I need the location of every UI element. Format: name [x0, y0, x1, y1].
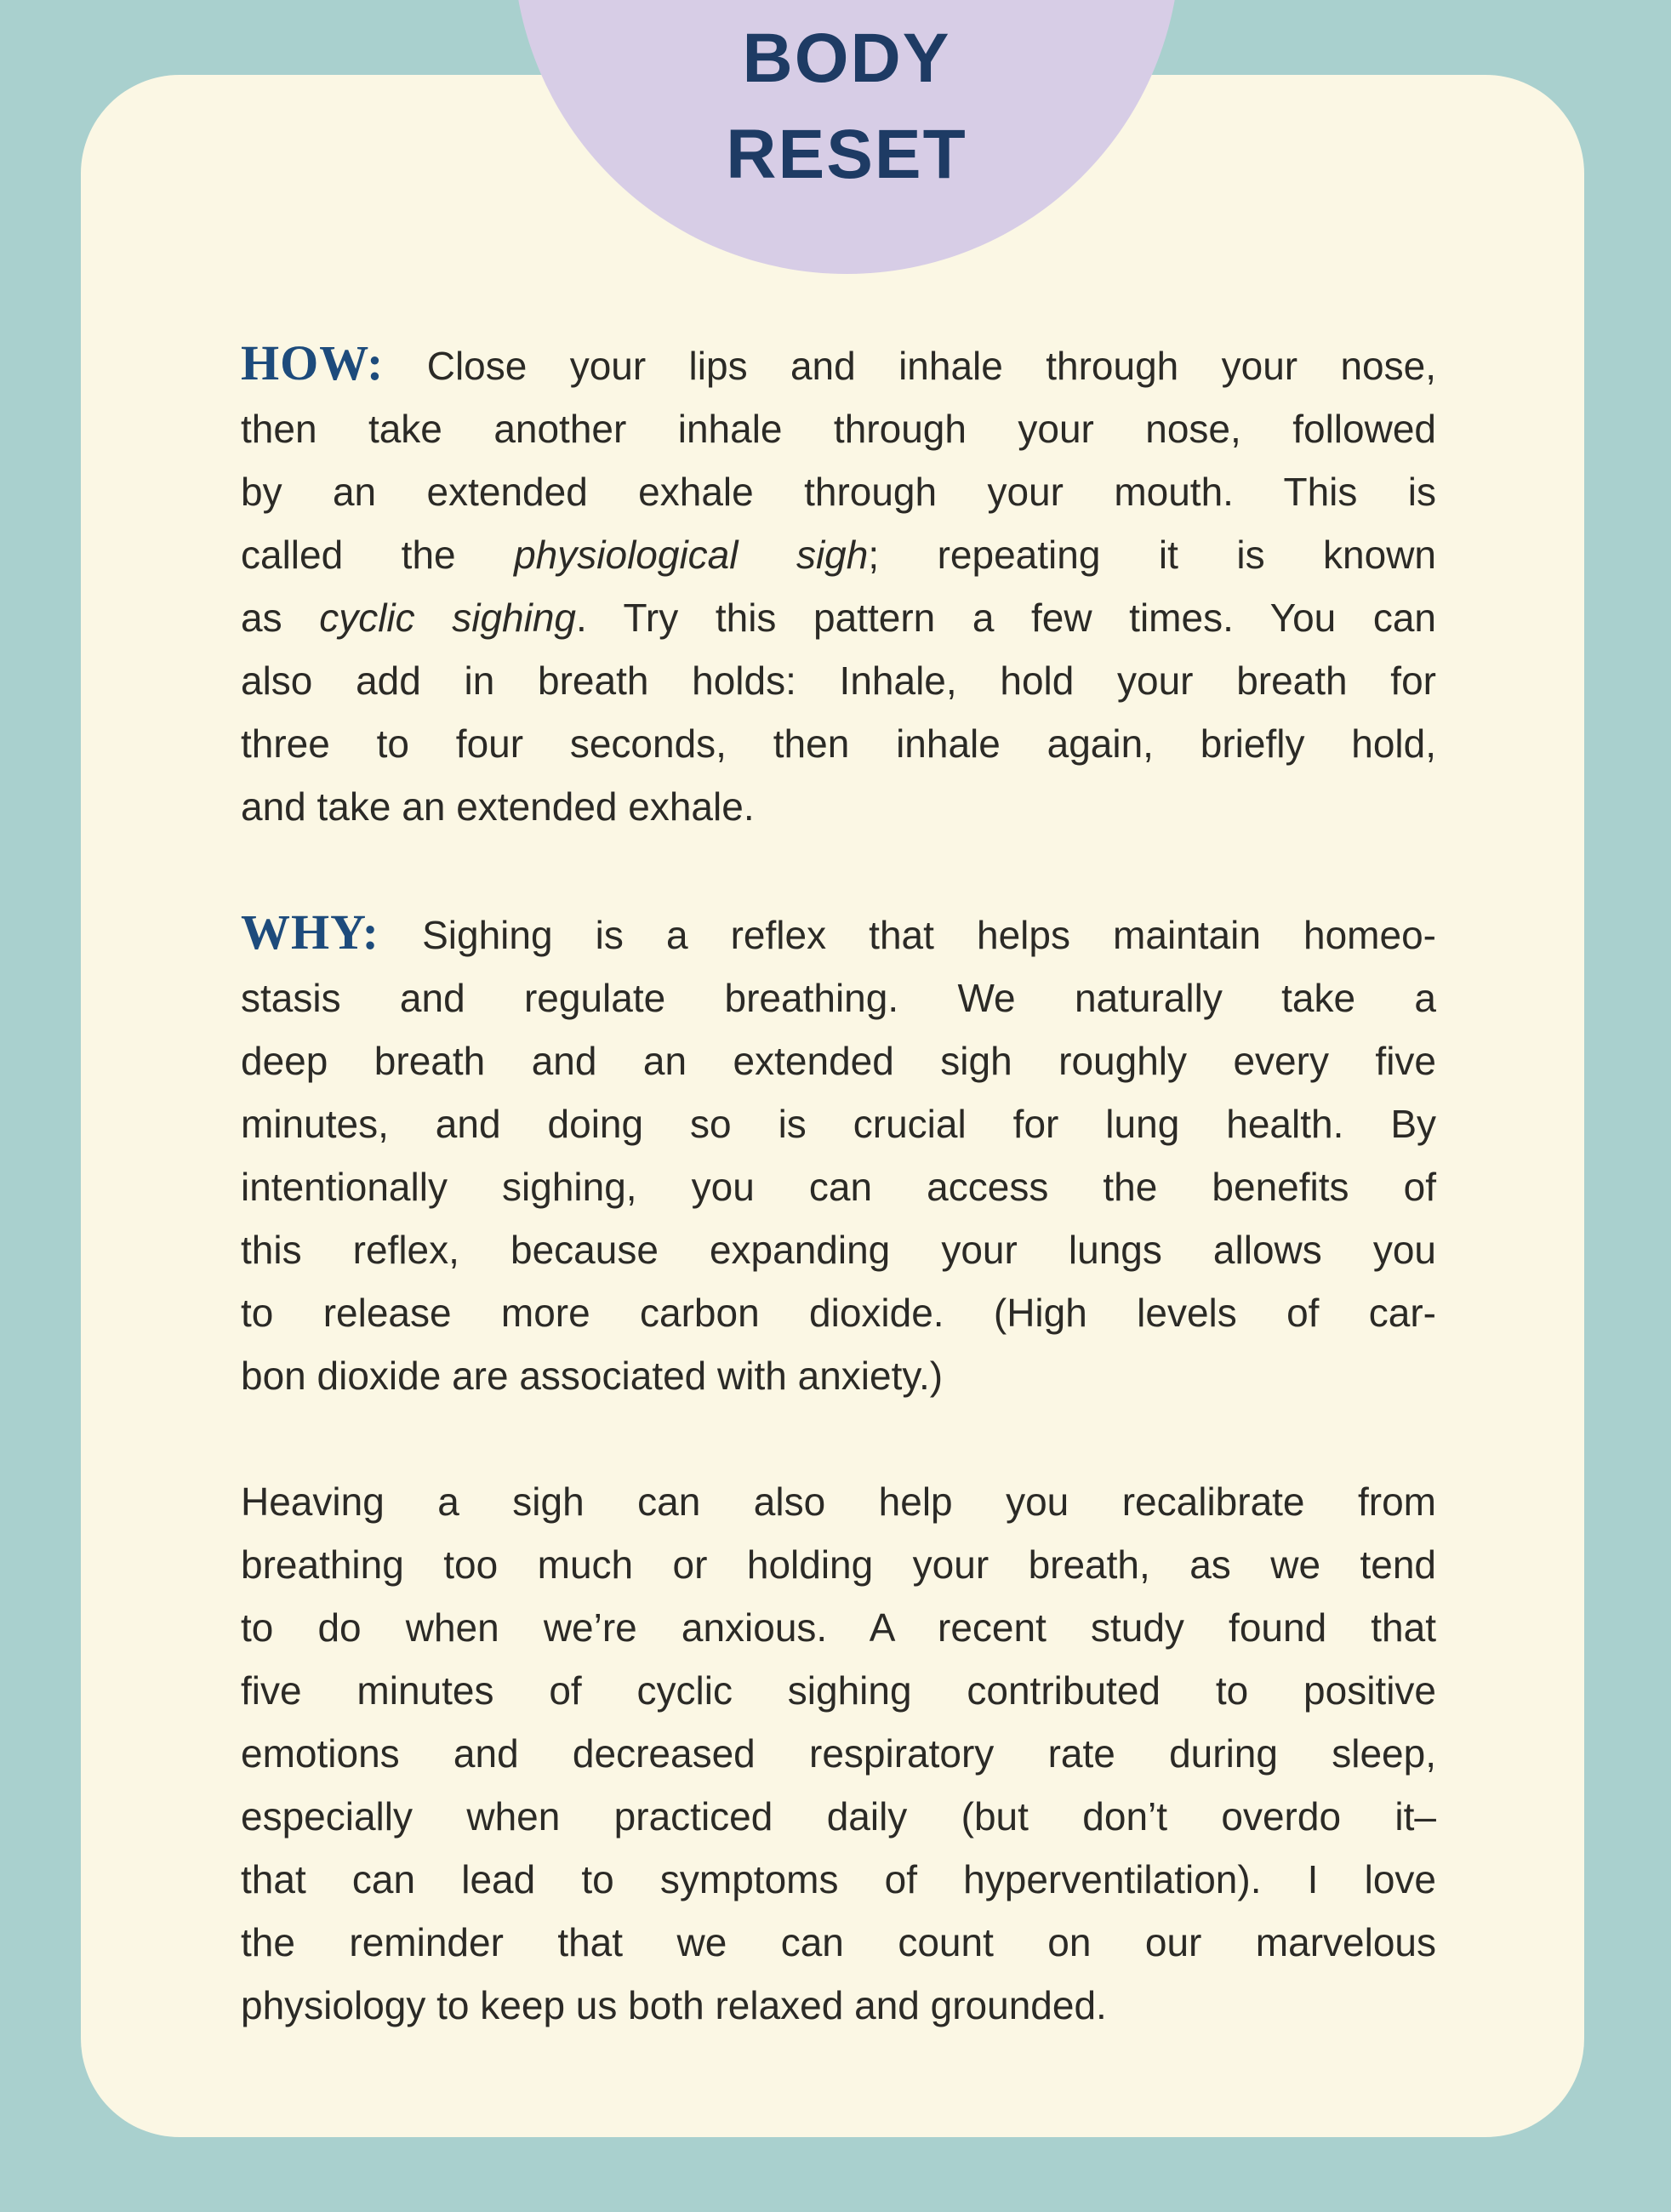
text-line — [241, 1785, 1436, 1848]
text-line — [241, 1596, 1436, 1659]
text-run: physiology to keep us both relaxed and grounded. — [241, 1983, 1107, 2027]
content-card — [81, 75, 1584, 2137]
text-line — [241, 775, 1436, 838]
text-line — [241, 1281, 1436, 1344]
text-line — [241, 901, 1436, 966]
text-run: breathing too much or holding your breath, as we tend — [241, 1542, 1436, 1587]
text-run: this reflex, because expanding your lungs allows you — [241, 1228, 1436, 1272]
page-title-line-1: BODY — [742, 20, 951, 97]
text-line — [241, 1911, 1436, 1974]
text-run: that can lead to symptoms of hyperventilation). I love — [241, 1857, 1436, 1901]
text-run: called the — [241, 533, 515, 577]
paragraph-how — [241, 332, 1436, 838]
text-run: intentionally sighing, you can access the benefits of — [241, 1165, 1436, 1209]
paragraph-label: HOW: — [241, 335, 385, 391]
text-run: three to four seconds, then inhale again, briefly hold, — [241, 721, 1436, 766]
text-run: bon dioxide are associated with anxiety.) — [241, 1354, 944, 1398]
text-run: five minutes of cyclic sighing contributed to positive — [241, 1668, 1436, 1713]
text-run: and take an extended exhale. — [241, 784, 755, 829]
text-run: the reminder that we can count on our marvelous — [241, 1920, 1436, 1964]
text-run: physiological sigh — [514, 533, 869, 577]
text-line — [241, 1974, 1436, 2037]
text-run: Close your lips and inhale through your nose, — [384, 344, 1436, 388]
text-run: stasis and regulate breathing. We naturally take a — [241, 976, 1436, 1020]
text-run: by an extended exhale through your mouth. This is — [241, 470, 1436, 514]
text-run: minutes, and doing so is crucial for lung health. By — [241, 1102, 1436, 1146]
paragraph-why — [241, 901, 1436, 1407]
text-line — [241, 1848, 1436, 1911]
text-run: as — [241, 596, 320, 640]
text-run: . Try this pattern a few times. You can — [576, 596, 1436, 640]
text-run: to do when we’re anxious. A recent study found that — [241, 1605, 1436, 1650]
text-line — [241, 1722, 1436, 1785]
text-run: emotions and decreased respiratory rate during sleep, — [241, 1731, 1436, 1776]
text-line — [241, 966, 1436, 1029]
text-run: especially when practiced daily (but don’t overdo it– — [241, 1794, 1436, 1839]
text-run: deep breath and an extended sigh roughly every five — [241, 1039, 1436, 1083]
text-line — [241, 460, 1436, 523]
text-run: Sighing is a reflex that helps maintain homeo- — [379, 913, 1436, 957]
text-line — [241, 1533, 1436, 1596]
text-line — [241, 332, 1436, 397]
text-run: cyclic sighing — [319, 596, 576, 640]
text-line — [241, 1029, 1436, 1092]
paragraph-label: WHY: — [241, 904, 379, 960]
page-title — [513, 10, 1180, 202]
text-line — [241, 1659, 1436, 1722]
paragraph-closing — [241, 1470, 1436, 2037]
text-line — [241, 1092, 1436, 1155]
page-title-line-2: RESET — [726, 116, 967, 193]
text-line — [241, 397, 1436, 460]
text-line — [241, 649, 1436, 712]
text-line — [241, 1344, 1436, 1407]
text-run: also add in breath holds: Inhale, hold your breath for — [241, 658, 1436, 703]
text-line — [241, 523, 1436, 586]
text-line — [241, 1155, 1436, 1218]
text-run: to release more carbon dioxide. (High levels of car- — [241, 1291, 1436, 1335]
text-run: then take another inhale through your nose, followed — [241, 407, 1436, 451]
text-line — [241, 586, 1436, 649]
text-run: ; repeating it is known — [868, 533, 1437, 577]
text-line — [241, 1218, 1436, 1281]
text-run: Heaving a sigh can also help you recalibrate from — [241, 1479, 1436, 1524]
body-text — [241, 332, 1436, 2037]
text-line — [241, 1470, 1436, 1533]
text-line — [241, 712, 1436, 775]
